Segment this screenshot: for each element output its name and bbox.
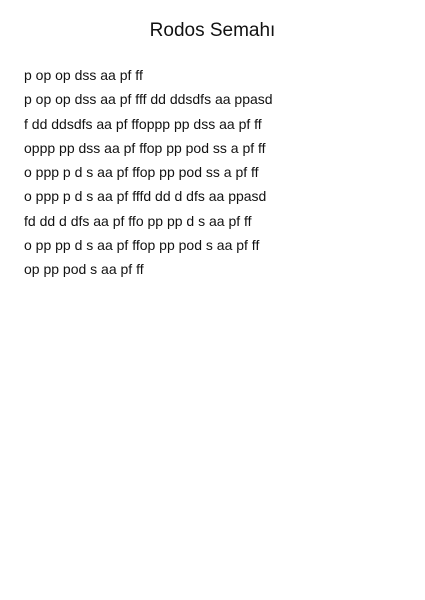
notation-line: f dd ddsdfs aa pf ffoppp pp dss aa pf ff (24, 115, 262, 132)
notation-line: o ppp p d s aa pf fffd dd d dfs aa ppasd (24, 188, 267, 205)
notation-line: o ppp p d s aa pf ffop pp pod ss a pf ff (24, 164, 259, 181)
notation-line: p op op dss aa pf fff dd ddsdfs aa ppasd (24, 91, 273, 108)
notation-lines (24, 63, 414, 282)
notation-line: op pp pod s aa pf ff (24, 261, 144, 278)
notation-line: fd dd d dfs aa pf ffo pp pp d s aa pf ff (24, 212, 252, 229)
notation-line: p op op dss aa pf ff (24, 67, 143, 83)
document-title: Rodos Semahı (149, 20, 276, 41)
notation-line: oppp pp dss aa pf ffop pp pod ss a pf ff (24, 139, 266, 156)
notation-line: o pp pp d s aa pf ffop pp pod s aa pf ff (24, 237, 260, 254)
